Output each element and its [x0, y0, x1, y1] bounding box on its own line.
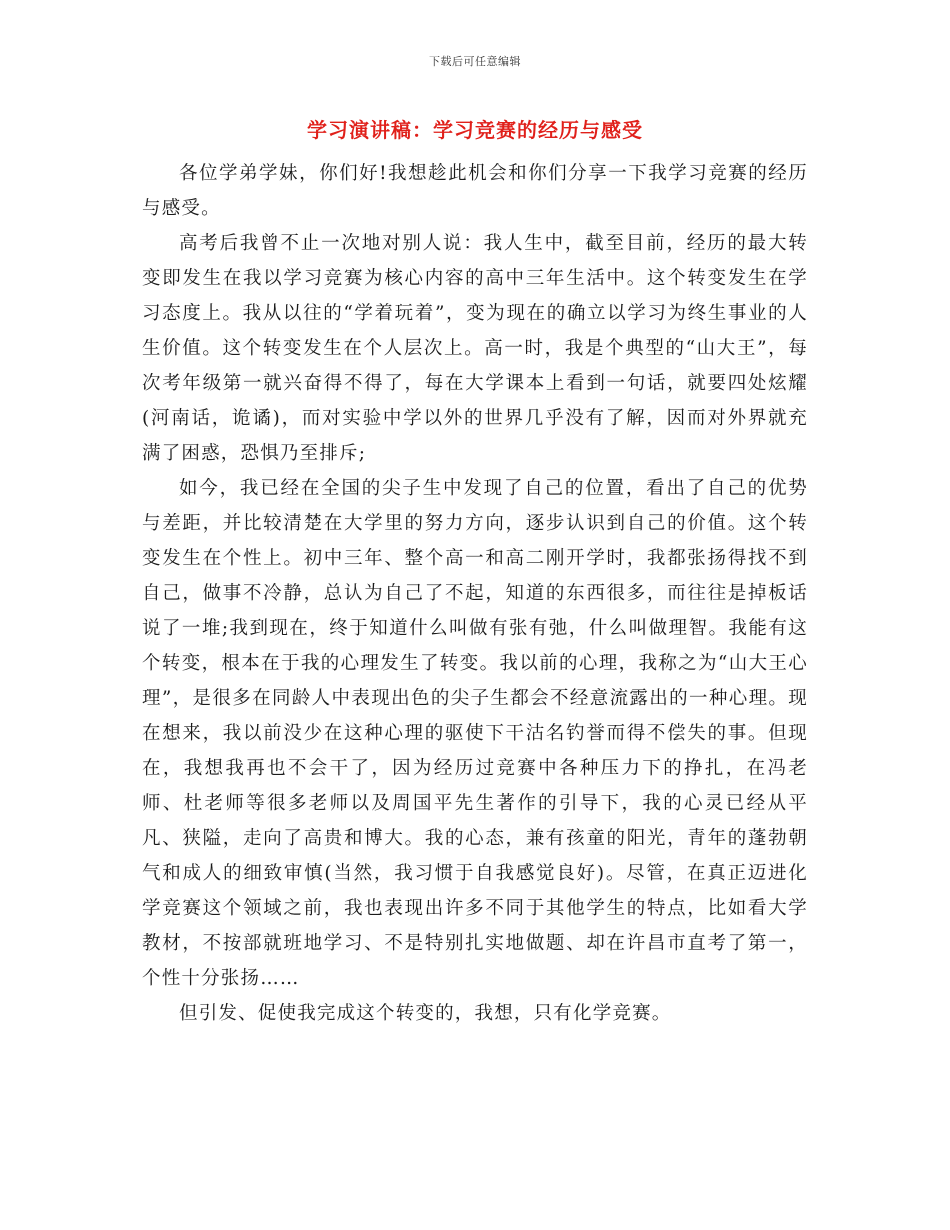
page-header: 下载后可任意编辑 [429, 55, 521, 68]
paragraph: 但引发、促使我完成这个转变的，我想，只有化学竞赛。 [179, 1003, 672, 1024]
paragraph: 高考后我曾不止一次地对别人说：我人生中，截至目前，经历的最大转变即发生在我以学习竞赛为核心内容的高中三年生活中。这个转变发生在学习态度上。我从以往的“学着玩着”，变为现在的确立以学习为终生事业的人生价值。这个转变发生在个人层次上。高一时，我是个典型的“山大王”，每次考年级第一就兴奋得不得了，每在大学课本上看到一句话，就要四处炫耀(河南话，诡谲)，而对实验中学以外的世界几乎没有了解，因而对外界就充满了困惑，恐惧乃至排斥; [142, 233, 808, 464]
paragraph: 如今，我已经在全国的尖子生中发现了自己的位置，看出了自己的优势与差距，并比较清楚在大学里的努力方向，逐步认识到自己的价值。这个转变发生在个性上。初中三年、整个高一和高二刚开学时，我都张扬得找不到自己，做事不冷静，总认为自己了不起，知道的东西很多，而往往是掉板话说了一堆;我到现在，终于知道什么叫做有张有弛，什么叫做理智。我能有这个转变，根本在于我的心理发生了转变。我以前的心理，我称之为“山大王心理”，是很多在同龄人中表现出色的尖子生都会不经意流露出的一种心理。现在想来，我以前没少在这种心理的驱使下干沽名钓誉而得不偿失的事。但现在，我想我再也不会干了，因为经历过竞赛中各种压力下的挣扎，在冯老师、杜老师等很多老师以及周国平先生著作的引导下，我的心灵已经从平凡、狭隘，走向了高贵和博大。我的心态，兼有孩童的阳光，青年的蓬勃朝气和成人的细致审慎(当然，我习惯于自我感觉良好)。尽管，在真正迈进化学竞赛这个领域之前，我也表现出许多不同于其他学生的特点，比如看大学教材，不按部就班地学习、不是特别扎实地做题、却在许昌市直考了第一，个性十分张扬…… [142, 478, 808, 989]
document-title: 学习演讲稿：学习竞赛的经历与感受 [307, 118, 643, 142]
document-body [142, 156, 808, 1031]
paragraph: 各位学弟学妹，你们好!我想趁此机会和你们分享一下我学习竞赛的经历与感受。 [142, 163, 808, 219]
